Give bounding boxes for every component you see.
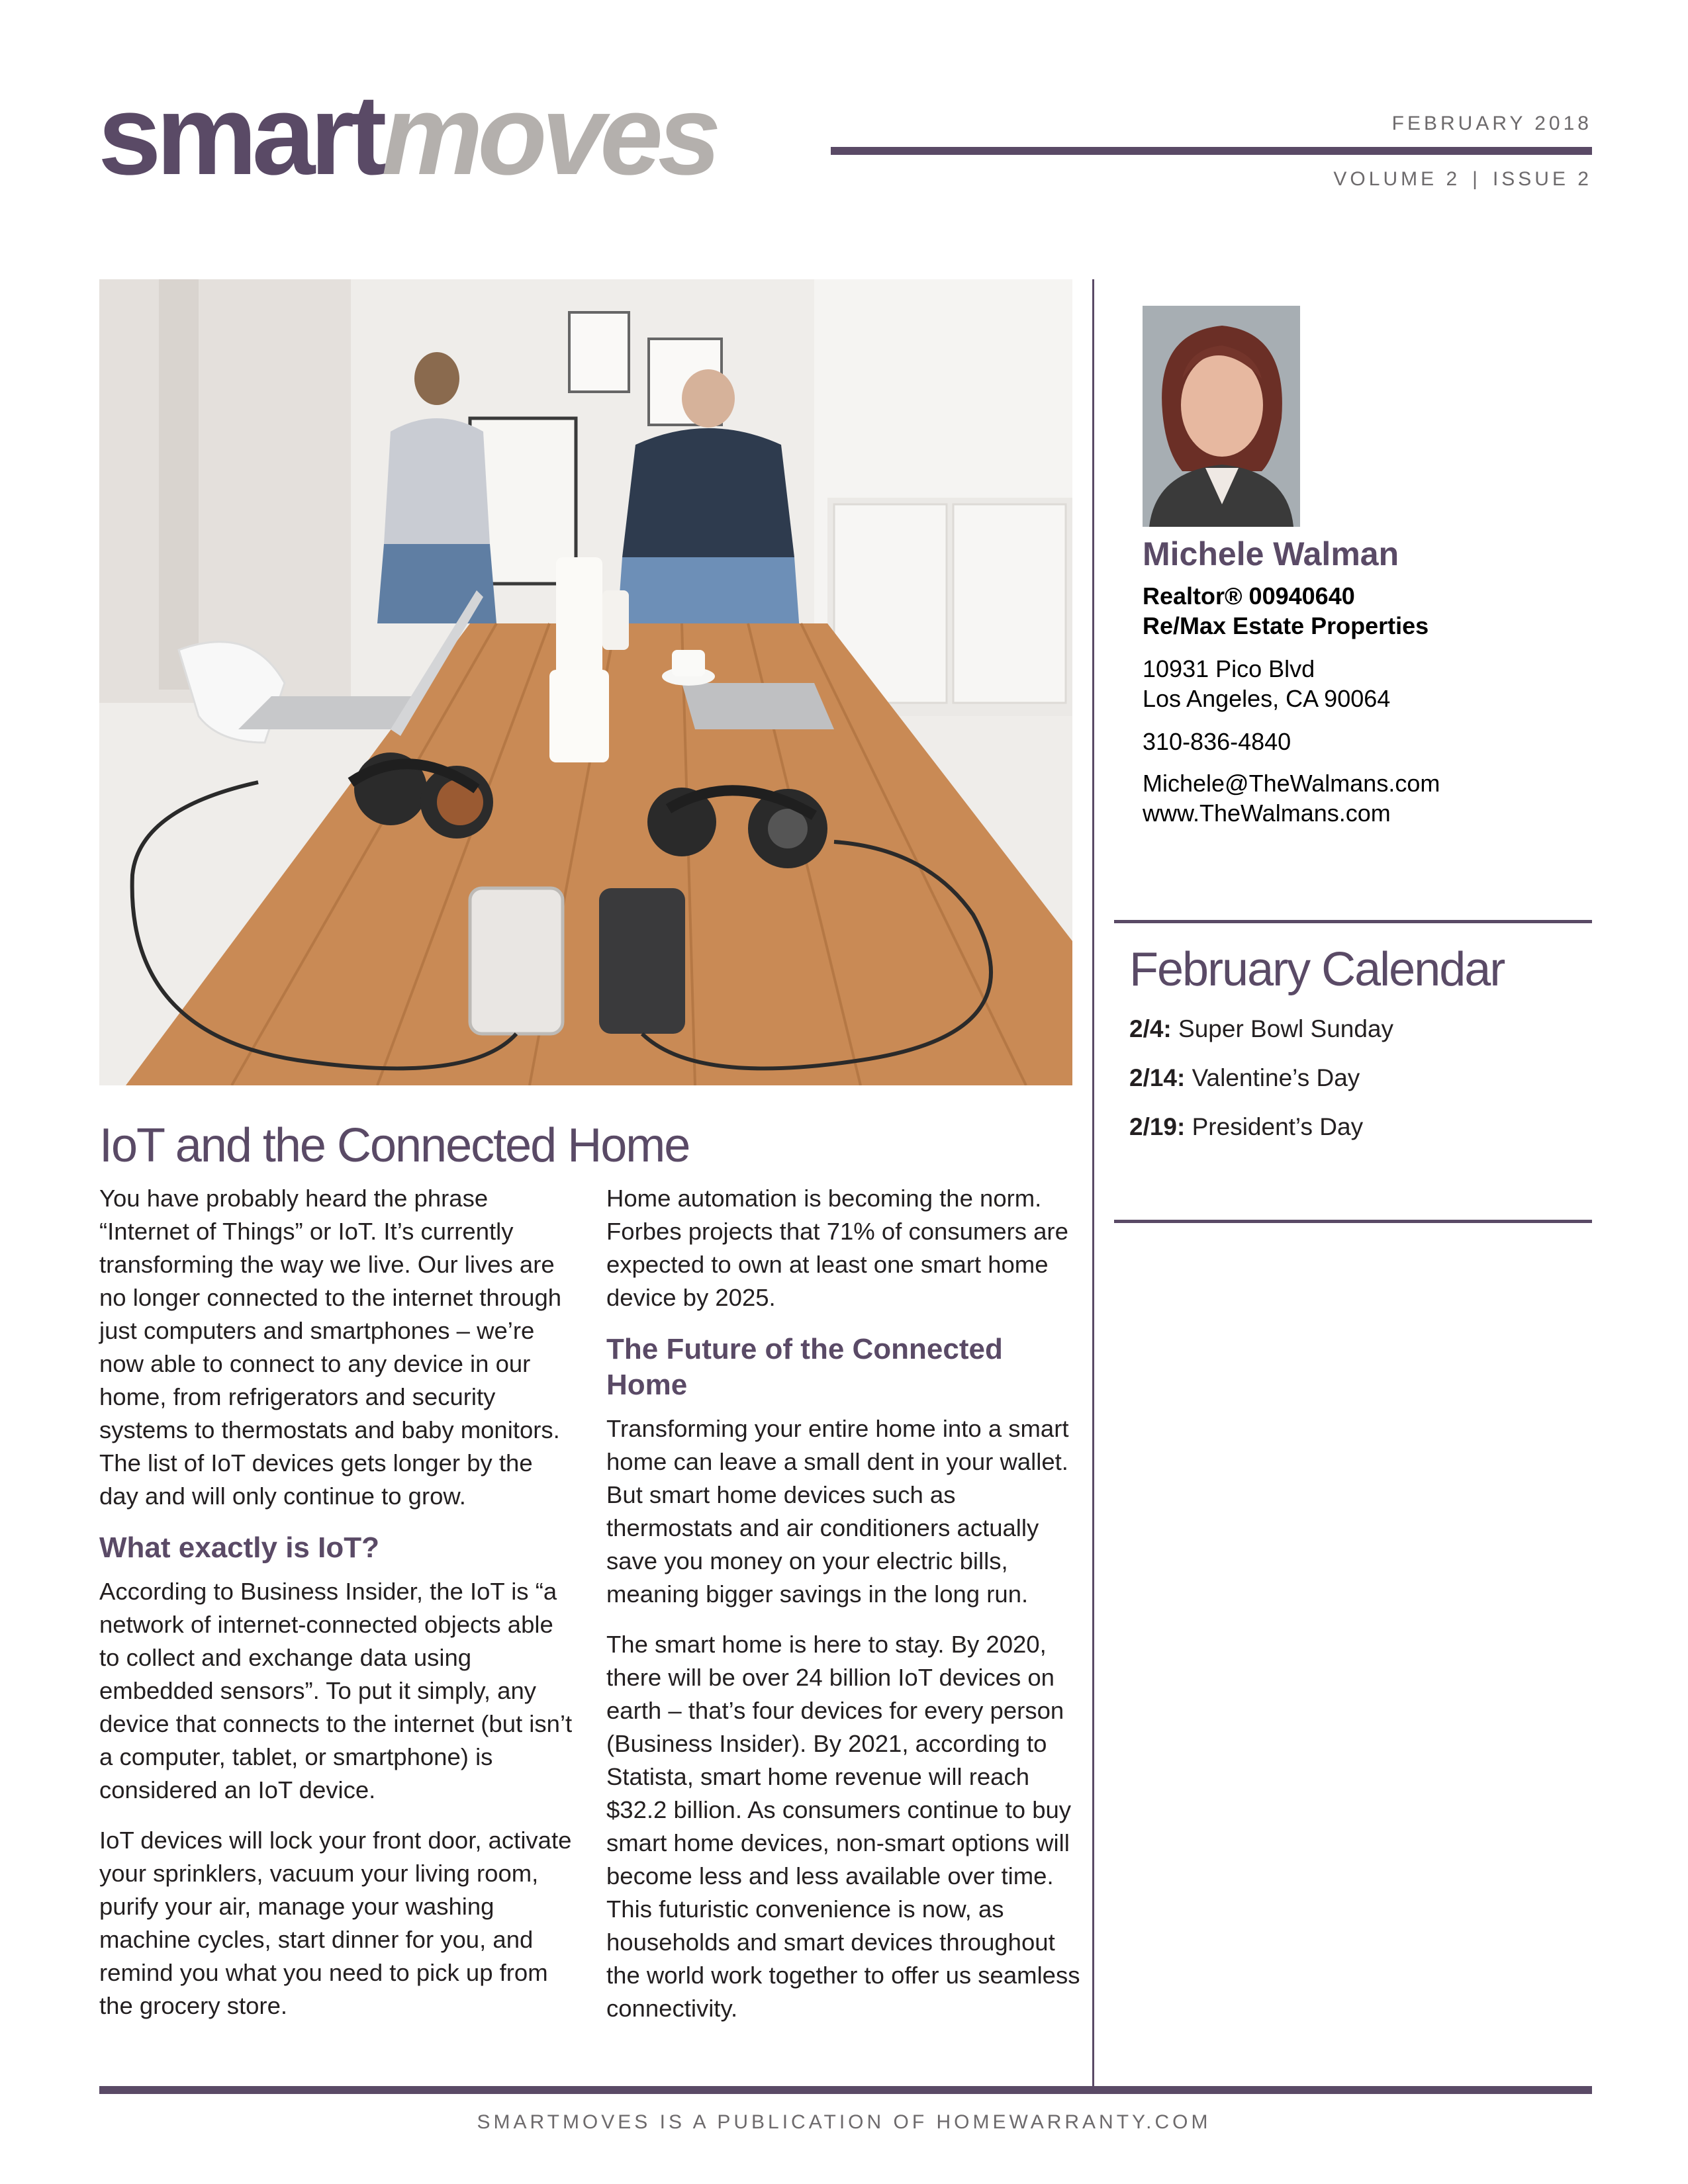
calendar-item-event: President’s Day xyxy=(1192,1113,1364,1140)
agent-email[interactable]: Michele@TheWalmans.com xyxy=(1143,770,1440,797)
article-subheading: What exactly is IoT? xyxy=(99,1531,379,1564)
calendar-item-event: Valentine’s Day xyxy=(1192,1064,1360,1091)
calendar-item-date: 2/4: xyxy=(1129,1015,1172,1042)
agent-phone[interactable]: 310-836-4840 xyxy=(1143,728,1291,755)
hero-photo xyxy=(99,279,1072,1085)
column-divider xyxy=(1092,279,1094,2086)
agent-photo xyxy=(1143,306,1300,527)
calendar-bottom-rule xyxy=(1114,1220,1592,1223)
agent-license: Realtor® 00940640 xyxy=(1143,582,1355,610)
article-paragraph: According to Business Insider, the IoT is “a network of internet-connected objects able to collect and exchange data using embedded sensors”. To put it simply, any device that connects to the internet (but isn’t a computer, tablet, or smartphone) is considered an IoT device. xyxy=(99,1578,573,1803)
article-paragraph: You have probably heard the phrase “Internet of Things” or IoT. It’s currently transforming the way we live. Our lives are no longer connected to the internet through just computers and smartphones – we’re now able to connect to any device in our home, from refrigerators and security systems to thermostats and baby monitors. The list of IoT devices gets longer by the day and will only continue to grow. xyxy=(99,1185,562,1510)
hero-photo-illustration xyxy=(99,279,1072,1085)
issue-date: FEBRUARY 2018 xyxy=(1391,113,1592,134)
volume-separator: | xyxy=(1472,168,1481,190)
article-column-1 xyxy=(99,1182,576,2040)
article-paragraph: Transforming your entire home into a smart home can leave a small dent in your wallet. But smart home devices such as thermostats and air conditioners actually save you money on your electric bills, meaning bigger savings in the long run. xyxy=(606,1415,1069,1608)
article-column-2 xyxy=(606,1182,1083,2042)
agent-name: Michele Walman xyxy=(1143,535,1399,572)
agent-company: Re/Max Estate Properties xyxy=(1143,612,1429,639)
agent-portrait-illustration xyxy=(1143,306,1300,527)
volume-issue xyxy=(1333,168,1592,191)
article-paragraph: Home automation is becoming the norm. Forbes projects that 71% of consumers are expected to own at least one smart home device by 2025. xyxy=(606,1185,1068,1311)
calendar-item-event: Super Bowl Sunday xyxy=(1178,1015,1394,1042)
volume-label: VOLUME 2 xyxy=(1333,168,1461,190)
calendar-top-rule xyxy=(1114,920,1592,923)
masthead-rule xyxy=(831,147,1592,155)
agent-address-line2: Los Angeles, CA 90064 xyxy=(1143,685,1391,712)
calendar-item-date: 2/14: xyxy=(1129,1064,1186,1091)
footer-rule xyxy=(99,2086,1592,2094)
agent-website[interactable]: www.TheWalmans.com xyxy=(1143,799,1391,827)
agent-address-line1: 10931 Pico Blvd xyxy=(1143,655,1315,682)
calendar-item xyxy=(1129,1015,1393,1043)
issue-label: ISSUE 2 xyxy=(1492,168,1592,190)
article-subheading: The Future of the Connected Home xyxy=(606,1333,1003,1401)
article-paragraph: IoT devices will lock your front door, activate your sprinklers, vacuum your living room, purify your air, manage your washing machine cycles, start dinner for you, and remind you what you need to pick up from the grocery store. xyxy=(99,1827,572,2019)
logo-moves: moves xyxy=(381,71,716,199)
logo-smart: smart xyxy=(98,71,382,199)
footer-text: SMARTMOVES IS A PUBLICATION OF HOMEWARRANTY.COM xyxy=(477,2111,1211,2133)
calendar-item xyxy=(1129,1113,1363,1141)
masthead-logo xyxy=(98,71,716,199)
article-paragraph: The smart home is here to stay. By 2020, there will be over 24 billion IoT devices on earth – that’s four devices for every person (Business Insider). By 2021, according to Statista, smart home revenue will reach $32.2 billion. As consumers continue to buy smart home devices, non-smart options will become less and less available over time. This futuristic convenience is now, as households and smart devices throughout the world work together to offer us seamless connectivity. xyxy=(606,1631,1080,2022)
calendar-item xyxy=(1129,1064,1360,1092)
article-title: IoT and the Connected Home xyxy=(99,1119,690,1172)
calendar-item-date: 2/19: xyxy=(1129,1113,1186,1140)
calendar-title: February Calendar xyxy=(1129,943,1505,996)
